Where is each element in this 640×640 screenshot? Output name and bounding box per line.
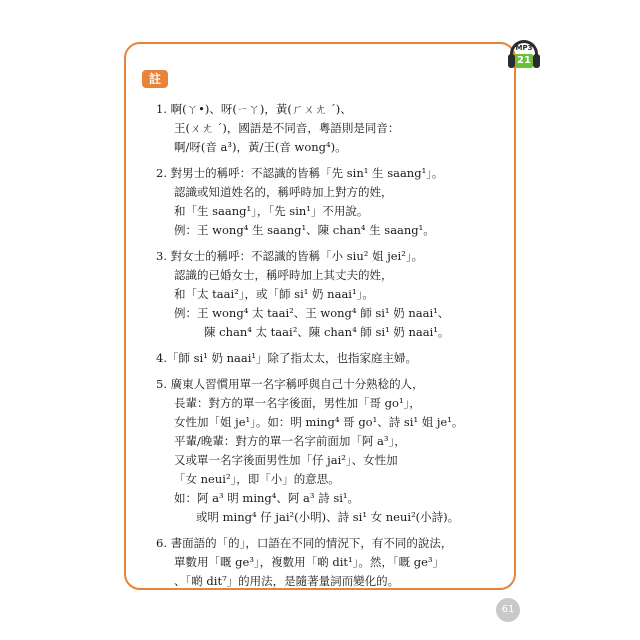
note-line: 或明 ming⁴ 仔 jai²(小明)、詩 si¹ 女 neui²(小詩)。	[196, 510, 460, 524]
note-line: 和「太 taai²」，或「師 si¹ 奶 naai¹」。	[174, 287, 374, 301]
notes-list	[156, 100, 512, 598]
note-line: 例：王 wong⁴ 生 saang¹、陳 chan⁴ 生 saang¹。	[174, 223, 435, 237]
note-line: 王(ㄨㄤ ˊ)，國語是不同音，粵語則是同音：	[174, 121, 400, 135]
right-earcup	[533, 54, 540, 68]
note-line: 長輩：對方的單一名字後面，男性加「哥 go¹」，	[174, 396, 421, 410]
note-line: 例：王 wong⁴ 太 taai²、王 wong⁴ 師 si¹ 奶 naai¹、	[174, 306, 450, 320]
note-3	[156, 247, 512, 342]
note-line: 女性加「姐 je¹」。如：明 ming⁴ 哥 go¹、詩 si¹ 姐 je¹。	[174, 415, 464, 429]
note-line: 「女 neui²」，即「小」的意思。	[174, 472, 340, 486]
note-line: 1. 啊(ㄚ•)、呀(ㄧㄚ)，黃(ㄏㄨㄤ ˊ)、	[156, 102, 352, 116]
audio-label: MP3	[515, 44, 533, 52]
left-earcup	[508, 54, 515, 68]
page-number: 61	[496, 598, 520, 622]
note-line: 4.「師 si¹ 奶 naai¹」除了指太太，也指家庭主婦。	[156, 351, 418, 365]
note-line: 陳 chan⁴ 太 taai²、陳 chan⁴ 師 si¹ 奶 naai¹。	[204, 325, 450, 339]
note-5	[156, 375, 512, 527]
note-line: 如：阿 a³ 明 ming⁴、阿 a³ 詩 si¹。	[174, 491, 360, 505]
note-line: 6. 書面語的「的」，口語在不同的情況下，有不同的說法，	[156, 536, 453, 550]
audio-track-number: 21	[515, 54, 533, 68]
note-line: 認識或知道姓名的，稱呼時加上對方的姓，	[174, 185, 393, 199]
note-line: 、「啲 dit⁷」的用法，是隨著量詞而變化的。	[174, 574, 400, 588]
note-6	[156, 534, 512, 591]
note-line: 又或單一名字後面男性加「仔 jai²」、女性加	[174, 453, 398, 467]
note-line: 3. 對女士的稱呼：不認識的皆稱「小 siu² 姐 jei²」。	[156, 249, 424, 263]
note-4	[156, 349, 512, 368]
notes-tag: 註	[142, 70, 168, 88]
note-line: 啊/呀(音 a³)，黃/王(音 wong⁴)。	[174, 140, 347, 154]
note-line: 2. 對男士的稱呼：不認識的皆稱「先 sin¹ 生 saang¹」。	[156, 166, 444, 180]
note-line: 單數用「嘅 ge³」，複數用「啲 dit¹」。然，「嘅 ge³」	[174, 555, 445, 569]
headphones-icon[interactable]	[508, 40, 540, 74]
note-2	[156, 164, 512, 240]
note-line: 和「生 saang¹」，「先 sin¹」不用說。	[174, 204, 369, 218]
note-line: 5. 廣東人習慣用單一名字稱呼與自己十分熟稔的人，	[156, 377, 424, 391]
note-1	[156, 100, 512, 157]
note-line: 認識的已婚女士，稱呼時加上其丈夫的姓，	[174, 268, 393, 282]
note-line: 平輩/晚輩：對方的單一名字前面加「阿 a³」，	[174, 434, 406, 448]
